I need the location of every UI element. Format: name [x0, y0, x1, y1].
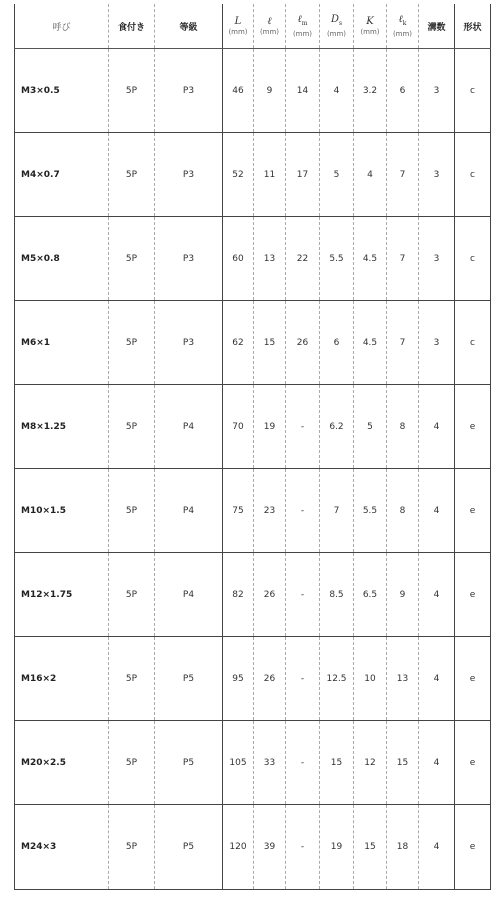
cell-lm: 22 [286, 217, 320, 301]
header-L-symbol: L [234, 15, 242, 27]
table-row [15, 133, 491, 217]
tap-spec-table [14, 4, 491, 890]
table-row [15, 301, 491, 385]
header-Ds-symbol [320, 14, 353, 30]
header-l-unit: (mm) [259, 27, 280, 36]
header-lk-sub: k [402, 19, 407, 27]
header-L-unit: (mm) [228, 27, 248, 36]
cell-K: 4.5 [354, 301, 387, 385]
cell-grade: P5 [155, 637, 223, 721]
cell-shape: c [455, 133, 491, 217]
cell-shape: e [455, 805, 491, 890]
cell-cut: 5P [109, 637, 155, 721]
cell-lm: - [286, 721, 320, 805]
cell-Ds: 19 [320, 805, 354, 890]
cell-flutes: 4 [419, 637, 455, 721]
cell-L: 62 [223, 301, 254, 385]
cell-l: 33 [254, 721, 286, 805]
cell-grade: P4 [155, 385, 223, 469]
header-lm-sub: m [301, 19, 308, 27]
header-lm-symbol [286, 14, 319, 30]
cell-lk: 7 [387, 133, 419, 217]
cell-K: 5 [354, 385, 387, 469]
cell-grade: P5 [155, 805, 223, 890]
cell-grade: P3 [155, 301, 223, 385]
cell-K: 3.2 [354, 49, 387, 133]
cell-name: M4×0.7 [15, 133, 109, 217]
cell-lk: 8 [387, 469, 419, 553]
cell-Ds: 5 [320, 133, 354, 217]
cell-lm: 17 [286, 133, 320, 217]
cell-cut: 5P [109, 301, 155, 385]
cell-cut: 5P [109, 469, 155, 553]
cell-lk: 9 [387, 553, 419, 637]
cell-K: 15 [354, 805, 387, 890]
header-K-symbol: K [366, 15, 374, 27]
cell-cut: 5P [109, 217, 155, 301]
cell-L: 75 [223, 469, 254, 553]
cell-cut: 5P [109, 553, 155, 637]
cell-lm: - [286, 469, 320, 553]
cell-name: M20×2.5 [15, 721, 109, 805]
cell-l: 26 [254, 553, 286, 637]
header-lm-unit: (mm) [292, 29, 313, 38]
header-lk-main: ℓ [398, 13, 403, 25]
cell-K: 6.5 [354, 553, 387, 637]
cell-lk: 6 [387, 49, 419, 133]
header-l [254, 4, 286, 49]
cell-Ds: 15 [320, 721, 354, 805]
table-row [15, 217, 491, 301]
header-name: 呼び [15, 4, 109, 49]
cell-Ds: 6.2 [320, 385, 354, 469]
cell-L: 60 [223, 217, 254, 301]
cell-grade: P3 [155, 133, 223, 217]
cell-grade: P3 [155, 49, 223, 133]
cell-Ds: 5.5 [320, 217, 354, 301]
header-lk [387, 4, 419, 49]
cell-lk: 18 [387, 805, 419, 890]
cell-L: 52 [223, 133, 254, 217]
cell-lm: - [286, 637, 320, 721]
cell-shape: c [455, 217, 491, 301]
cell-K: 4.5 [354, 217, 387, 301]
header-lm [286, 4, 320, 49]
header-Ds-sub: s [338, 19, 343, 27]
header-shape: 形状 [455, 4, 491, 49]
cell-L: 120 [223, 805, 254, 890]
table-row [15, 805, 491, 890]
cell-name: M10×1.5 [15, 469, 109, 553]
header-flutes: 溝数 [419, 4, 455, 49]
header-K [354, 4, 387, 49]
cell-shape: e [455, 553, 491, 637]
cell-shape: e [455, 469, 491, 553]
cell-flutes: 3 [419, 49, 455, 133]
cell-L: 95 [223, 637, 254, 721]
cell-lk: 7 [387, 301, 419, 385]
cell-shape: c [455, 49, 491, 133]
cell-Ds: 8.5 [320, 553, 354, 637]
cell-cut: 5P [109, 805, 155, 890]
cell-shape: e [455, 721, 491, 805]
spec-table-container [14, 4, 490, 890]
cell-lk: 8 [387, 385, 419, 469]
cell-lm: - [286, 805, 320, 890]
cell-name: M5×0.8 [15, 217, 109, 301]
table-row [15, 469, 491, 553]
cell-Ds: 12.5 [320, 637, 354, 721]
header-lk-unit: (mm) [392, 29, 413, 38]
header-L [223, 4, 254, 49]
cell-name: M8×1.25 [15, 385, 109, 469]
cell-K: 4 [354, 133, 387, 217]
cell-cut: 5P [109, 385, 155, 469]
cell-flutes: 3 [419, 217, 455, 301]
cell-K: 12 [354, 721, 387, 805]
table-row [15, 49, 491, 133]
cell-grade: P3 [155, 217, 223, 301]
table-row [15, 385, 491, 469]
cell-name: M3×0.5 [15, 49, 109, 133]
cell-shape: e [455, 637, 491, 721]
header-grade: 等級 [155, 4, 223, 49]
cell-name: M16×2 [15, 637, 109, 721]
cell-shape: e [455, 385, 491, 469]
cell-cut: 5P [109, 721, 155, 805]
cell-lk: 13 [387, 637, 419, 721]
cell-cut: 5P [109, 49, 155, 133]
cell-name: M24×3 [15, 805, 109, 890]
cell-lk: 7 [387, 217, 419, 301]
cell-lm: - [286, 553, 320, 637]
cell-lm: - [286, 385, 320, 469]
header-lm-main: ℓ [297, 13, 302, 25]
cell-flutes: 3 [419, 133, 455, 217]
cell-l: 39 [254, 805, 286, 890]
cell-L: 82 [223, 553, 254, 637]
cell-Ds: 6 [320, 301, 354, 385]
cell-flutes: 4 [419, 385, 455, 469]
cell-l: 26 [254, 637, 286, 721]
cell-l: 11 [254, 133, 286, 217]
header-Ds [320, 4, 354, 49]
cell-L: 70 [223, 385, 254, 469]
table-row [15, 721, 491, 805]
cell-grade: P4 [155, 469, 223, 553]
cell-name: M6×1 [15, 301, 109, 385]
cell-cut: 5P [109, 133, 155, 217]
header-lk-symbol [387, 14, 418, 30]
cell-Ds: 7 [320, 469, 354, 553]
cell-L: 46 [223, 49, 254, 133]
header-cut: 食付き [109, 4, 155, 49]
cell-flutes: 4 [419, 553, 455, 637]
cell-K: 10 [354, 637, 387, 721]
cell-l: 15 [254, 301, 286, 385]
cell-grade: P4 [155, 553, 223, 637]
cell-l: 13 [254, 217, 286, 301]
cell-L: 105 [223, 721, 254, 805]
cell-flutes: 3 [419, 301, 455, 385]
cell-shape: c [455, 301, 491, 385]
cell-l: 19 [254, 385, 286, 469]
cell-grade: P5 [155, 721, 223, 805]
header-row [15, 4, 491, 49]
cell-lm: 26 [286, 301, 320, 385]
header-Ds-main: D [330, 13, 339, 25]
table-row [15, 637, 491, 721]
cell-K: 5.5 [354, 469, 387, 553]
cell-lk: 15 [387, 721, 419, 805]
header-l-symbol: ℓ [267, 15, 272, 27]
cell-l: 23 [254, 469, 286, 553]
cell-flutes: 4 [419, 469, 455, 553]
cell-lm: 14 [286, 49, 320, 133]
header-K-unit: (mm) [360, 27, 380, 36]
cell-name: M12×1.75 [15, 553, 109, 637]
header-Ds-unit: (mm) [326, 29, 347, 38]
cell-l: 9 [254, 49, 286, 133]
table-row [15, 553, 491, 637]
cell-flutes: 4 [419, 805, 455, 890]
cell-flutes: 4 [419, 721, 455, 805]
cell-Ds: 4 [320, 49, 354, 133]
